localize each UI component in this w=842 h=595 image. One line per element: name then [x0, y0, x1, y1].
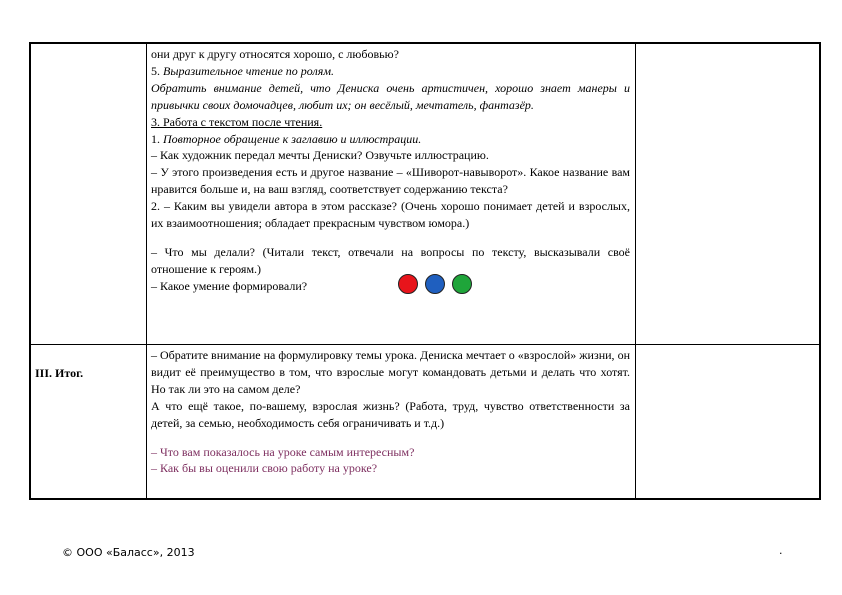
- item-number: 1.: [151, 131, 163, 146]
- text-line: [151, 278, 630, 295]
- text-line: – Как художник передал мечты Дениски? Озвучьте иллюстрацию.: [151, 148, 489, 163]
- text-paragraph: Обратить внимание детей, что Дениска очень артистичен, хорошо знает манеры и привычки своих домочадцев, любит их; он весёлый, мечтатель, фантазёр.: [151, 80, 630, 112]
- text-paragraph: – Что мы делали? (Читали текст, отвечали на вопросы по тексту, высказывали своё отношение к героям.): [151, 244, 630, 276]
- table-row: [31, 44, 821, 345]
- text-line: они друг к другу относятся хорошо, с любовью?: [151, 47, 399, 61]
- footer-mark: .: [779, 544, 783, 557]
- notes-cell: [636, 44, 821, 345]
- text-line: [151, 131, 630, 148]
- red-circle-icon: [398, 274, 418, 294]
- blue-circle-icon: [425, 274, 445, 294]
- table-border: [30, 498, 821, 500]
- copyright-footer: © ООО «Баласс», 2013: [62, 546, 195, 559]
- text-paragraph: А что ещё такое, по-вашему, взрослая жизнь? (Работа, труд, чувство ответственности за детей, за семью, необходимость себя ограничивать и т.д.): [151, 398, 630, 430]
- question-text: – Какое умение формировали?: [151, 278, 308, 293]
- notes-cell: [636, 345, 821, 500]
- text-paragraph: – У этого произведения есть и другое название – «Шиворот-навыворот». Какое название вам нравится больше и, на ваш взгляд, соответствует содержанию текста?: [151, 165, 630, 197]
- text-line: [151, 63, 630, 80]
- section-heading: 3. Работа с текстом после чтения.: [151, 114, 323, 129]
- text-paragraph: – Обратите внимание на формулировку темы урока. Дениска мечтает о «взрослой» жизни, он видит её преимущество в том, что взрослые могут командовать детьми и делать что хотят. Но так ли это на самом деле?: [151, 348, 630, 396]
- content-cell: [147, 345, 636, 500]
- item-title: Выразительное чтение по ролям.: [163, 63, 334, 78]
- color-dots: [398, 274, 479, 294]
- question-line: – Как бы вы оценили свою работу на уроке?: [151, 461, 378, 476]
- text-paragraph: 2. – Каким вы увидели автора в этом рассказе? (Очень хорошо понимает детей и взрослых, их взаимоотношения; обладает прекрасным чувством юмора.): [151, 199, 630, 231]
- stage-cell: [31, 345, 147, 500]
- table-row: [31, 345, 821, 500]
- content-cell: [147, 44, 636, 345]
- question-line: – Что вам показалось на уроке самым интересным?: [151, 444, 415, 459]
- stage-label: III. Итог.: [35, 366, 84, 380]
- table-border: [819, 42, 821, 500]
- green-circle-icon: [452, 274, 472, 294]
- table-border: [29, 42, 31, 500]
- lesson-table: [30, 43, 821, 500]
- item-title: Повторное обращение к заглавию и иллюстрации.: [163, 131, 422, 146]
- stage-cell: [31, 44, 147, 345]
- table-border: [30, 42, 821, 44]
- item-number: 5.: [151, 63, 163, 78]
- stage-label: [31, 44, 146, 65]
